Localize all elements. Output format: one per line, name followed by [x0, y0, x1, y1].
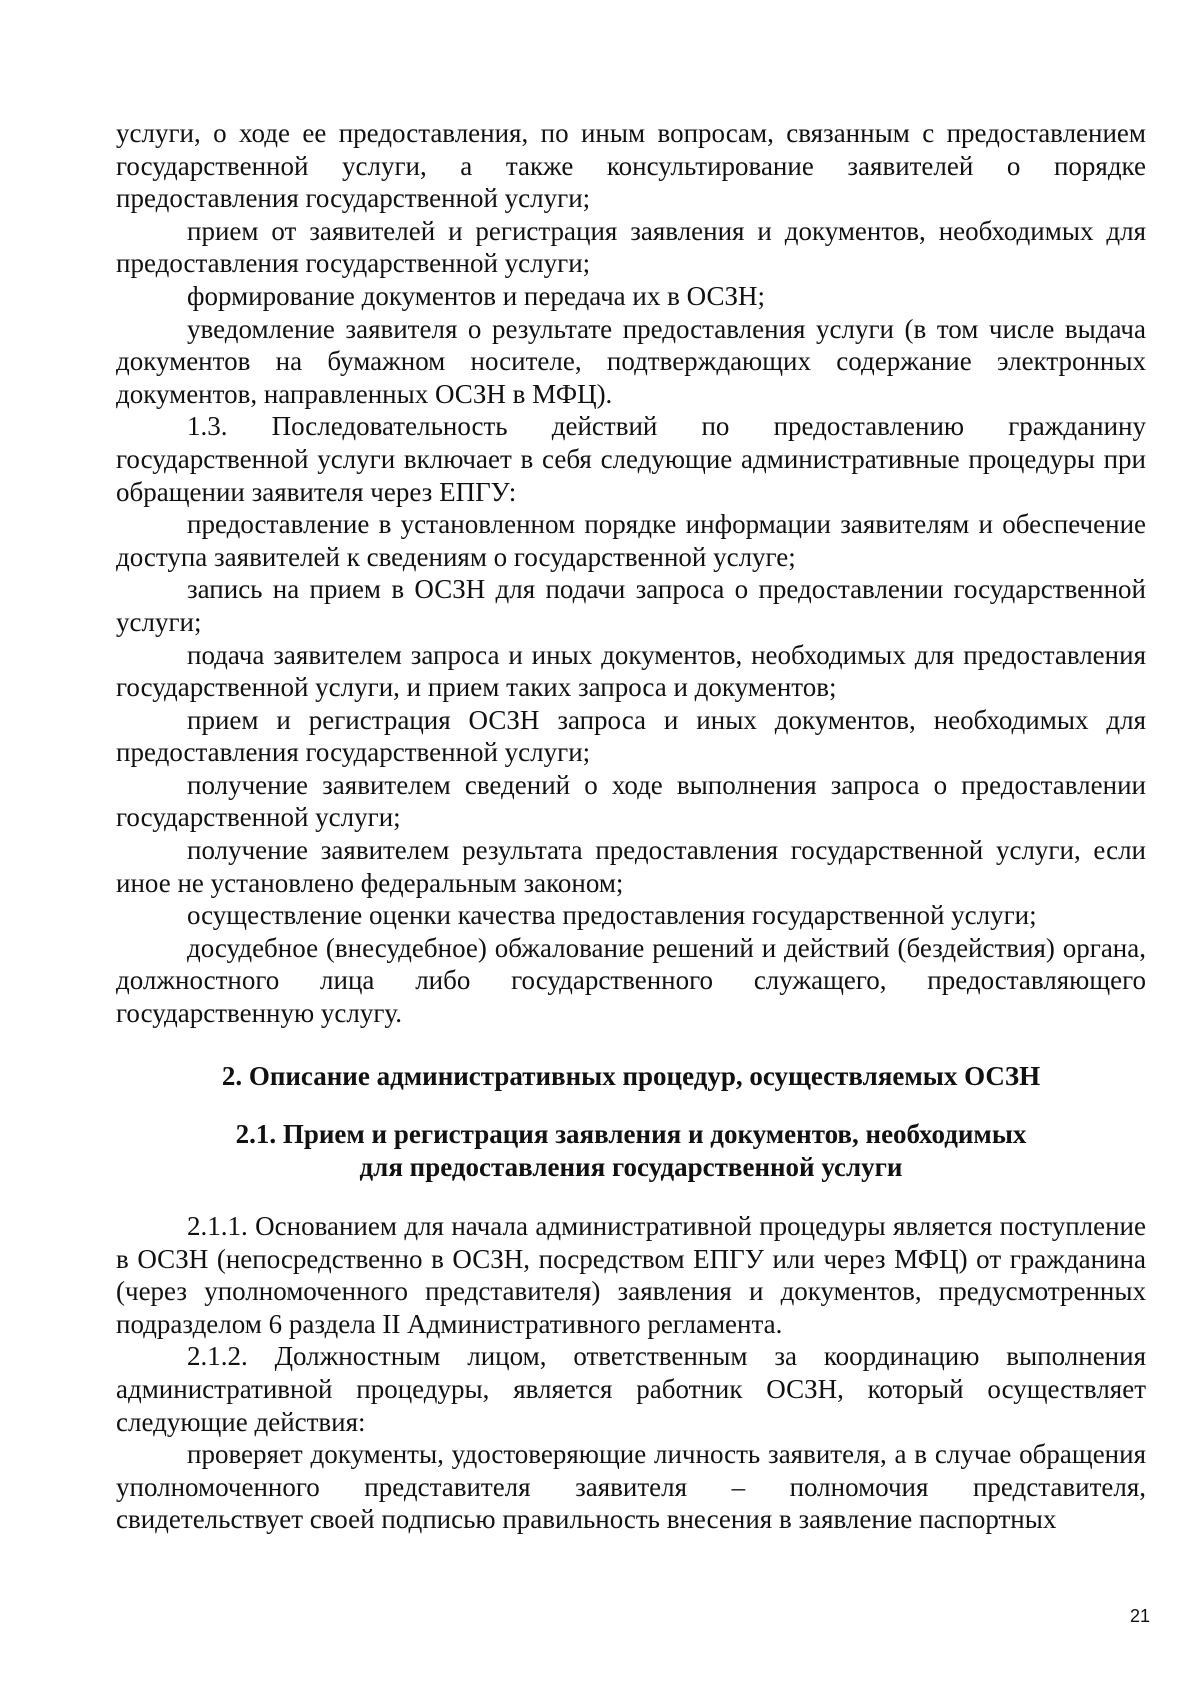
paragraph: проверяет документы, удостоверяющие личность заявителя, а в случае обращения уполномоченного представителя заявителя – полномочия представителя, свидетельствует своей подписью правильность внесения в заявление паспортных — [116, 1439, 1146, 1535]
subsection-heading-line: для предоставления государственной услуги — [359, 1152, 903, 1182]
paragraph: уведомление заявителя о результате предоставления услуги (в том числе выдача документов на бумажном носителе, подтверждающих содержание электронных документов, направленных ОСЗН в МФЦ). — [116, 313, 1146, 409]
paragraph: 1.3. Последовательность действий по предоставлению гражданину государственной услуги включает в себя следующие административные процедуры при обращении заявителя через ЕПГУ: — [116, 411, 1146, 507]
paragraph: получение заявителем результата предоставления государственной услуги, если иное не установлено федеральным законом; — [116, 835, 1146, 898]
paragraph: подача заявителем запроса и иных документов, необходимых для предоставления государственной услуги, и прием таких запроса и документов; — [116, 639, 1146, 703]
paragraph: досудебное (внесудебное) обжалование решений и действий (бездействия) органа, должностного лица либо государственного служащего, предоставляющего государственную услугу. — [116, 932, 1146, 1029]
paragraph: осуществление оценки качества предоставления государственной услуги; — [187, 900, 1037, 931]
paragraph: формирование документов и передача их в ОСЗН; — [187, 280, 765, 311]
body-text-bottom — [116, 1210, 1146, 1536]
body-text-top — [116, 117, 1146, 1030]
paragraph: запись на прием в ОСЗН для подачи запроса о предоставлении государственной услуги; — [116, 574, 1146, 637]
page-number: 21 — [1129, 1606, 1150, 1626]
paragraph: прием от заявителей и регистрация заявления и документов, необходимых для предоставления государственной услуги; — [116, 215, 1146, 279]
subsection-heading-line: 2.1. Прием и регистрация заявления и документов, необходимых — [235, 1119, 1027, 1149]
subsection-heading — [116, 1118, 1146, 1184]
paragraph: услуги, о ходе ее предоставления, по иным вопросам, связанным с предоставлением государственной услуги, а также консультирование заявителей о порядке предоставления государственной услуги; — [116, 118, 1146, 214]
section-heading: 2. Описание административных процедур, осуществляемых ОСЗН — [221, 1061, 1041, 1091]
paragraph: 2.1.2. Должностным лицом, ответственным за координацию выполнения административной процедуры, является работник ОСЗН, который осуществляет следующие действия: — [116, 1341, 1146, 1437]
paragraph: прием и регистрация ОСЗН запроса и иных документов, необходимых для предоставления государственной услуги; — [116, 704, 1146, 768]
paragraph: получение заявителем сведений о ходе выполнения запроса о предоставлении государственной услуги; — [116, 769, 1146, 833]
paragraph: предоставление в установленном порядке информации заявителям и обеспечение доступа заявителей к сведениям о государственной услуге; — [116, 509, 1146, 572]
paragraph: 2.1.1. Основанием для начала административной процедуры является поступление в ОСЗН (непосредственно в ОСЗН, посредством ЕПГУ или через МФЦ) от гражданина (через уполномоченного представителя) заявления и документов, предусмотренных подразделом 6 раздела II Административного регламента. — [116, 1211, 1146, 1339]
